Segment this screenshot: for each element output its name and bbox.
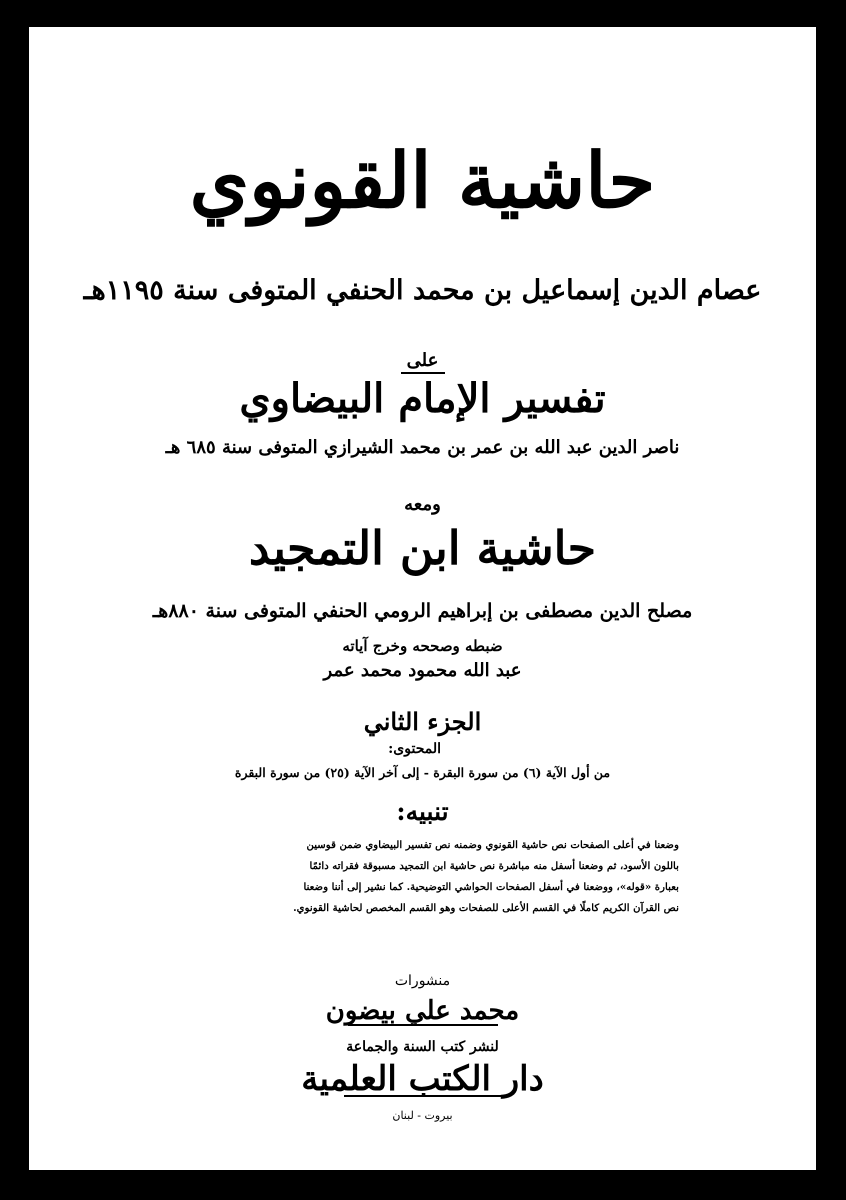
tafsir-title: تفسير الإمام البيضاوي <box>239 375 606 422</box>
contents-label: المحتوى : <box>388 741 441 757</box>
maahu-word: ومعه <box>404 494 441 515</box>
publisher-house-logo: دار الكتب العلمية <box>29 1061 816 1097</box>
notice-paragraph <box>227 835 679 919</box>
notice-line: وضعنا في أعلى الصفحات نص حاشية القونوي وضمنه نص تفسير البيضاوي ضمن قوسين <box>306 839 679 851</box>
edit-statement: ضبطه وصححه وخرج آياته <box>342 637 503 655</box>
notice-line: باللون الأسود، ثم وضعنا أسفل منه مباشرة نص حاشية ابن التمجيد مسبوقة فقراته دائمًا <box>309 860 679 872</box>
publisher-label: منشورات <box>394 973 451 989</box>
author-line-baydawi: ناصر الدين عبد الله بن عمر بن محمد الشيرازي المتوفى سنة ٦٨٥ هـ <box>165 437 680 458</box>
ala-word: على <box>29 350 816 374</box>
publisher-name: محمد علي بيضون <box>29 996 816 1026</box>
notice-line: نص القرآن الكريم كاملًا في القسم الأعلى للصفحات وهو القسم المخصص لحاشية القونوي. <box>293 902 679 914</box>
contents-range: من أول الآية (٦) من سورة البقرة - إلى آخر الآية (٢٥) من سورة البقرة <box>234 765 611 780</box>
editor-name: عبد الله محمود محمد عمر <box>323 660 522 681</box>
title-page <box>29 27 816 1170</box>
book-title: حاشية القونوي <box>189 136 656 225</box>
author-line-qunawi: عصام الدين إسماعيل بن محمد الحنفي المتوفى سنة ١١٩٥هـ <box>83 275 762 306</box>
notice-line: بعبارة «قوله»، ووضعنا في أسفل الصفحات الحواشي التوضيحية. كما نشير إلى أننا وضعنا <box>303 881 679 893</box>
publisher-city: بيروت - لبنان <box>392 1109 453 1122</box>
notice-heading: تنبيه: <box>396 797 449 826</box>
second-hashiya-title: حاشية ابن التمجيد <box>248 521 597 575</box>
author-line-tamjid: مصلح الدين مصطفى بن إبراهيم الرومي الحنفي المتوفى سنة ٨٨٠هـ <box>152 600 693 622</box>
publisher-subtitle: لنشر كتب السنة والجماعة <box>346 1039 499 1055</box>
volume-label: الجزء الثاني <box>363 707 482 736</box>
